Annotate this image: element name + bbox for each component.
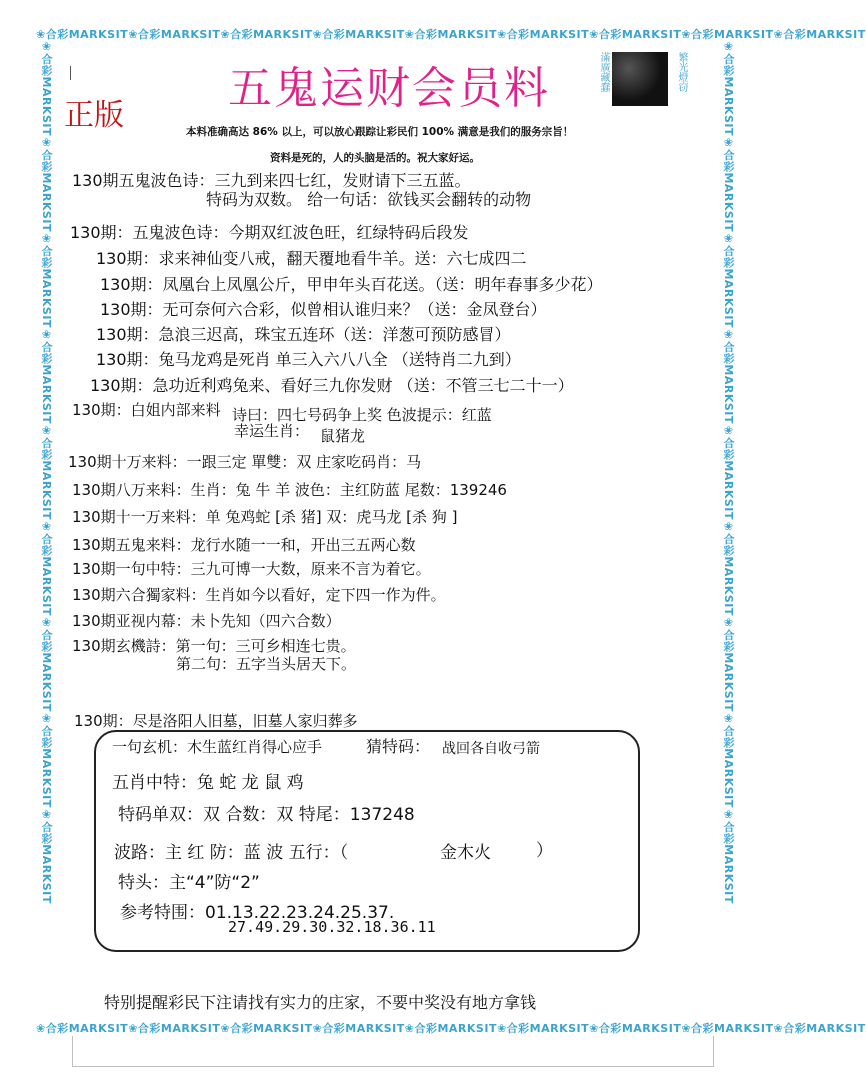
genuine-badge: 正版 [64, 98, 124, 133]
page-frame-bottom [72, 1036, 714, 1067]
entry-8-label: 130期：白姐内部来料 [72, 401, 221, 419]
entry-8-poem: 诗曰：四七号码争上奖 色波提示：红蓝 [232, 406, 492, 424]
watermark-border-top: ❀合彩MARKSIT❀合彩MARKSIT❀合彩MARKSIT❀合彩MARKSIT❀合彩MARKSIT❀合彩MARKSIT❀合彩MARKSIT❀合彩MARKSIT❀合彩MARKSIT [36, 28, 866, 41]
entry-17: 130期：尽是洛阳人旧墓，旧墓人家归葬多 [74, 712, 358, 730]
tagline: 本料准确高达 86% 以上，可以放心跟踪让彩民们 100% 满意是我们的服务宗旨！ [186, 126, 574, 138]
box-guess-label: 猜特码： [366, 737, 431, 756]
seal-right-text: 繁光燈窃 [676, 52, 687, 92]
box-reference-numbers: 27.49.29.30.32.18.36.11 [228, 918, 436, 936]
entry-4: 130期：无可奈何六合彩，似曾相认谁归来？（送：金凤登台） [100, 300, 547, 319]
entry-10: 130期八万来料：生肖：兔 牛 羊 波色：主红防蓝 尾数：139246 [72, 481, 507, 499]
entry-8-zodiac: 鼠猪龙 [320, 427, 366, 445]
entry-2: 130期：求来神仙变八戒，翻天覆地看牛羊。送：六七成四二 [96, 249, 527, 268]
box-wave-route: 波路：主 红 防：蓝 波 五行：（ [114, 843, 349, 863]
entry-8-zodiac-label: 幸运生肖： [234, 422, 310, 440]
slogan: 资料是死的，人的头脑是活的。祝大家好运。 [270, 152, 480, 164]
watermark-border-right: ❀合彩MARKSIT❀合彩MARKSIT❀合彩MARKSIT❀合彩MARKSIT❀合彩MARKSIT❀合彩MARKSIT❀合彩MARKSIT❀合彩MARKSIT❀合彩MARKSIT [722, 40, 735, 904]
qr-code-image [612, 52, 668, 106]
box-five-zodiacs: 五肖中特：兔 蛇 龙 鼠 鸡 [112, 773, 304, 793]
poem-line-2: 特码为双数。 给一句话：欲钱买会翻转的动物 [206, 190, 532, 209]
entry-1: 130期：五鬼波色诗：今期双红波色旺，红绿特码后段发 [70, 223, 469, 242]
entry-3: 130期：凤凰台上凤凰公斤，甲申年头百花送。（送：明年春事多少花） [100, 275, 603, 294]
entry-16-line-1: 130期玄機詩：第一句：三可乡相连七贵。 [72, 637, 356, 655]
entry-5: 130期：急浪三迟高，珠宝五连环（送：洋葱可预防感冒） [96, 325, 511, 344]
entry-14: 130期六合獨家料：生肖如今以看好，定下四一作为件。 [72, 586, 446, 604]
entry-13: 130期一句中特：三九可博一大数，原来不言为着它。 [72, 560, 431, 578]
poem-line-1: 130期五鬼波色诗：三九到来四七红，发财请下三五蓝。 [72, 171, 471, 190]
margin-mark [70, 66, 71, 80]
page-title: 五鬼运财会员料 [228, 63, 550, 114]
footer-notice: 特别提醒彩民下注请找有实力的庄家，不要中奖没有地方拿钱 [104, 993, 537, 1012]
watermark-border-left: ❀合彩MARKSIT❀合彩MARKSIT❀合彩MARKSIT❀合彩MARKSIT❀合彩MARKSIT❀合彩MARKSIT❀合彩MARKSIT❀合彩MARKSIT❀合彩MARKSIT [40, 40, 53, 904]
box-odd-even: 特码单双：双 合数：双 特尾：137248 [118, 805, 415, 825]
entry-7: 130期：急功近利鸡兔来、看好三九你发财 （送：不管三七二十一） [90, 376, 574, 395]
box-reference-label: 参考特围：01.13.22.23.24.25.37. [120, 903, 395, 923]
entry-11: 130期十一万来料：单 兔鸡蛇 [杀 猪] 双：虎马龙 [杀 狗 ] [72, 508, 458, 526]
box-guess-value: 战回各自收弓箭 [442, 741, 540, 757]
entry-16-line-2: 第二句：五字当头居天下。 [176, 655, 357, 673]
box-mystery-phrase: 一句玄机：木生蓝红肖得心应手 [112, 738, 323, 756]
box-elements-close: ） [536, 841, 553, 861]
entry-6: 130期：兔马龙鸡是死肖 单三入六八八全 （送特肖二九到） [96, 350, 521, 369]
entry-12: 130期五鬼来料：龙行水随一一和，开出三五两心数 [72, 536, 416, 554]
entry-15: 130期亚视内幕：未卜先知（四六合数） [72, 612, 341, 630]
seal-left-text: 滿廣藏蠢 [598, 52, 609, 92]
entry-9: 130期十万来料：一跟三定 單雙：双 庄家吃码肖：马 [68, 453, 422, 471]
watermark-border-bottom: ❀合彩MARKSIT❀合彩MARKSIT❀合彩MARKSIT❀合彩MARKSIT❀合彩MARKSIT❀合彩MARKSIT❀合彩MARKSIT❀合彩MARKSIT❀合彩MARKSIT [36, 1022, 866, 1035]
box-special-head: 特头：主“4”防“2” [118, 873, 260, 893]
box-elements-value: 金木火 [440, 843, 491, 863]
